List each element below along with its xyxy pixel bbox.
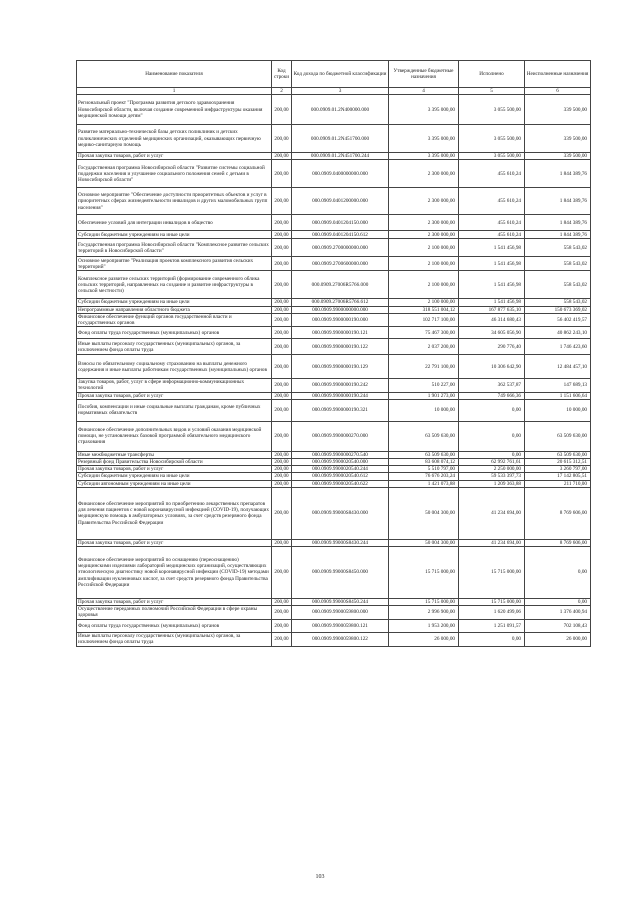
row-line-code: 200,00 [272, 392, 292, 399]
row-executed: 362 537,87 [459, 379, 525, 392]
row-unexecuted: 558 543,02 [525, 257, 591, 271]
row-name: Взносы по обязательному социальному страхованию на выплаты денежного содержания и иные выплаты работникам государственных (муниципальных) органов [77, 355, 272, 379]
row-approved: 2 300 000,00 [389, 231, 459, 239]
row-unexecuted: 150 673 369,02 [525, 306, 591, 313]
row-executed: 34 605 056,90 [459, 327, 525, 339]
row-line-code: 200,00 [272, 327, 292, 339]
row-line-code: 200,00 [272, 95, 292, 125]
row-name: Финансовое обеспечение мероприятий по оснащению (переоснащению) медицинскими изделиями лабораторий медицинских организаций, осуществляющих этиологическую диагностику новой коронавирусной инфекции (COVID-19) методами амплификации нуклеиновых кислот, за счет средств резервного фонда Правительства Российской Федерации [77, 547, 272, 599]
row-income-code: 000.0909.9900020540.000 [292, 459, 389, 466]
row-line-code: 200,00 [272, 306, 292, 313]
row-line-code: 200,00 [272, 451, 292, 458]
row-approved: 83 608 074,12 [389, 459, 459, 466]
row-income-code: 000.0909.9900000190.000 [292, 313, 389, 326]
row-approved: 22 791 100,00 [389, 355, 459, 379]
row-unexecuted: 63 509 630,00 [525, 421, 591, 451]
row-approved: 3 395 000,00 [389, 125, 459, 153]
row-income-code: 000.0909.0401204150.000 [292, 215, 389, 231]
row-unexecuted: 1 844 389,76 [525, 160, 591, 188]
row-approved: 1 901 273,00 [389, 392, 459, 399]
row-income-code: 000.0909.99000S8430.000 [292, 487, 389, 539]
table-row [77, 306, 591, 313]
table-row [77, 231, 591, 239]
header-approved: Утвержденные бюджетные назначения [389, 61, 459, 88]
table-row [77, 327, 591, 339]
row-name: Региональный проект "Программа развития детского здравоохранения Новосибирской области, включая создание современной инфраструктуры оказания медицинской помощи детям" [77, 95, 272, 125]
row-executed: 167 877 635,10 [459, 306, 525, 313]
row-unexecuted: 1 844 389,76 [525, 188, 591, 215]
row-name: Субсидии автономным учреждениям на иные цели [77, 480, 272, 487]
row-name: Резервный фонд Правительства Новосибирской области [77, 459, 272, 466]
row-executed: 455 610,24 [459, 231, 525, 239]
row-income-code: 000.0909.9900000000.000 [292, 306, 389, 313]
row-line-code: 200,00 [272, 257, 292, 271]
row-name: Финансовое обеспечение мероприятий по приобретению лекарственных препаратов для лечения пациентов с новой коронавирусной инфекцией (COVID-19), получающих медицинскую помощь в амбулаторных условиях, за счет средств резервного фонда Правительства Российской Федерации [77, 487, 272, 539]
table-row [77, 399, 591, 421]
row-executed: 1 251 091,57 [459, 619, 525, 632]
table-row [77, 466, 591, 473]
column-number: 1 [77, 88, 272, 95]
row-unexecuted: 1 844 389,76 [525, 231, 591, 239]
row-line-code: 200,00 [272, 339, 292, 355]
row-income-code: 000.0909.27006R5766.000 [292, 271, 389, 299]
row-income-code: 000.0909.9900000270.000 [292, 421, 389, 451]
row-unexecuted: 702 108,43 [525, 619, 591, 632]
row-income-code: 000.0909.9900000270.540 [292, 451, 389, 458]
row-line-code: 200,00 [272, 487, 292, 539]
row-income-code: 000.0909.9900059800.000 [292, 606, 389, 619]
row-line-code: 200,00 [272, 125, 292, 153]
row-income-code: 000.0909.9900020540.244 [292, 466, 389, 473]
row-line-code: 200,00 [272, 153, 292, 160]
row-approved: 102 717 100,00 [389, 313, 459, 326]
header-indicator-name: Наименование показателя [77, 61, 272, 88]
table-row [77, 313, 591, 326]
row-approved: 15 715 000,00 [389, 599, 459, 606]
row-executed: 3 055 500,00 [459, 125, 525, 153]
row-income-code: 000.0909.01.2N400000.000 [292, 95, 389, 125]
table-row [77, 473, 591, 480]
row-unexecuted: 558 543,02 [525, 239, 591, 257]
row-line-code: 200,00 [272, 547, 292, 599]
row-income-code: 000.0909.99000S8450.000 [292, 547, 389, 599]
row-name: Основное мероприятие "Реализация проектов комплексного развития сельских территорий" [77, 257, 272, 271]
row-line-code: 200,00 [272, 632, 292, 646]
row-name: Субсидии бюджетным учреждениям на иные цели [77, 231, 272, 239]
row-income-code: 000.0909.9900000190.121 [292, 327, 389, 339]
row-line-code: 200,00 [272, 215, 292, 231]
row-unexecuted: 558 543,02 [525, 299, 591, 306]
row-executed: 41 234 694,00 [459, 539, 525, 546]
row-unexecuted: 40 862 243,10 [525, 327, 591, 339]
row-unexecuted: 3 260 797,00 [525, 466, 591, 473]
header-line-code: Код строки [272, 61, 292, 88]
row-income-code: 000.0909.9900000190.242 [292, 379, 389, 392]
row-unexecuted: 339 500,00 [525, 95, 591, 125]
row-name: Закупка товаров, работ, услуг в сфере информационно-коммуникационных технологий [77, 379, 272, 392]
row-approved: 15 715 000,00 [389, 547, 459, 599]
row-unexecuted: 8 769 606,00 [525, 487, 591, 539]
table-row [77, 125, 591, 153]
row-unexecuted: 339 500,00 [525, 153, 591, 160]
report-sheet [76, 60, 590, 647]
row-unexecuted: 147 689,13 [525, 379, 591, 392]
row-approved: 3 395 000,00 [389, 95, 459, 125]
table-row [77, 459, 591, 466]
row-executed: 62 992 761,61 [459, 459, 525, 466]
row-income-code: 000.0909.9900000190.129 [292, 355, 389, 379]
row-executed: 290 776,40 [459, 339, 525, 355]
row-name: Финансовое обеспечение функций органов государственной власти и государственных органов [77, 313, 272, 326]
row-income-code: 000.0909.9900059800.122 [292, 632, 389, 646]
row-income-code: 000.0909.0400000000.000 [292, 160, 389, 188]
table-row [77, 339, 591, 355]
row-unexecuted: 8 769 606,00 [525, 539, 591, 546]
row-unexecuted: 1 746 423,60 [525, 339, 591, 355]
row-name: Развитие материально-технической базы детских поликлиник и детских поликлинических отделений медицинских организаций, оказывающих первичную медико-санитарную помощь [77, 125, 272, 153]
row-name: Прочая закупка товаров, работ и услуг [77, 466, 272, 473]
row-name: Непрограммные направления областного бюджета [77, 306, 272, 313]
row-line-code: 200,00 [272, 480, 292, 487]
row-executed: 1 541 456,98 [459, 257, 525, 271]
row-executed: 41 234 694,00 [459, 487, 525, 539]
header-executed: Исполнено [459, 61, 525, 88]
row-line-code: 200,00 [272, 299, 292, 306]
column-number-row [77, 88, 591, 95]
row-approved: 63 509 630,00 [389, 451, 459, 458]
row-approved: 50 004 300,00 [389, 487, 459, 539]
row-approved: 2 300 000,00 [389, 188, 459, 215]
row-approved: 318 551 004,12 [389, 306, 459, 313]
row-line-code: 200,00 [272, 160, 292, 188]
row-income-code: 000.0909.0401200000.000 [292, 188, 389, 215]
row-executed: 0,00 [459, 632, 525, 646]
row-approved: 2 996 900,00 [389, 606, 459, 619]
row-executed: 15 715 000,00 [459, 547, 525, 599]
row-executed: 1 541 456,98 [459, 271, 525, 299]
row-income-code: 000.0909.2700600000.000 [292, 257, 389, 271]
row-approved: 2 037 200,00 [389, 339, 459, 355]
row-name: Прочая закупка товаров, работ и услуг [77, 539, 272, 546]
row-executed: 1 541 456,98 [459, 239, 525, 257]
table-row [77, 392, 591, 399]
row-unexecuted: 17 142 805,51 [525, 473, 591, 480]
row-line-code: 200,00 [272, 606, 292, 619]
row-line-code: 200,00 [272, 188, 292, 215]
row-executed: 3 055 500,00 [459, 153, 525, 160]
row-name: Комплексное развитие сельских территорий (формирование современного облика сельских территорий, направленных на создание и развитие инфраструктуры в сельской местности) [77, 271, 272, 299]
row-income-code: 000.0909.0401204150.612 [292, 231, 389, 239]
row-unexecuted: 63 509 630,00 [525, 451, 591, 458]
header-income-code: Код дохода по бюджетной классификации [292, 61, 389, 88]
row-name: Иные выплаты персоналу государственных (муниципальных) органов, за исключением фонда оплаты труда [77, 632, 272, 646]
row-executed: 0,00 [459, 399, 525, 421]
header-row [77, 61, 591, 88]
table-row [77, 153, 591, 160]
row-executed: 1 209 363,88 [459, 480, 525, 487]
table-row [77, 619, 591, 632]
row-name: Фонд оплаты труда государственных (муниципальных) органов [77, 619, 272, 632]
table-row [77, 299, 591, 306]
row-unexecuted: 1 376 400,94 [525, 606, 591, 619]
table-row [77, 539, 591, 546]
row-name: Государственная программа Новосибирской области "Развитие системы социальной поддержки населения и улучшение социального положения семей с детьми в Новосибирской области" [77, 160, 272, 188]
column-number: 3 [292, 88, 389, 95]
row-income-code: 000.0909.9900059800.121 [292, 619, 389, 632]
row-income-code: 000.0909.99000S8430.244 [292, 539, 389, 546]
row-executed: 749 666,36 [459, 392, 525, 399]
row-income-code: 000.0909.27006R5766.612 [292, 299, 389, 306]
column-number: 6 [525, 88, 591, 95]
row-executed: 1 620 499,06 [459, 606, 525, 619]
row-unexecuted: 211 710,00 [525, 480, 591, 487]
row-line-code: 200,00 [272, 399, 292, 421]
table-row [77, 599, 591, 606]
row-approved: 2 300 000,00 [389, 160, 459, 188]
row-unexecuted: 26 000,00 [525, 632, 591, 646]
row-line-code: 200,00 [272, 271, 292, 299]
row-approved: 3 395 000,00 [389, 153, 459, 160]
row-income-code: 000.0909.01.2N451700.244 [292, 153, 389, 160]
row-line-code: 200,00 [272, 466, 292, 473]
row-name: Иные межбюджетные трансферты [77, 451, 272, 458]
row-income-code: 000.0909.99000S8450.244 [292, 599, 389, 606]
row-unexecuted: 20 615 312,51 [525, 459, 591, 466]
row-line-code: 200,00 [272, 599, 292, 606]
table-row [77, 160, 591, 188]
row-income-code: 000.0909.9900000190.122 [292, 339, 389, 355]
column-number: 2 [272, 88, 292, 95]
row-name: Прочая закупка товаров, работ и услуг [77, 153, 272, 160]
row-executed: 15 715 000,00 [459, 599, 525, 606]
row-line-code: 200,00 [272, 313, 292, 326]
row-unexecuted: 558 543,02 [525, 271, 591, 299]
row-income-code: 000.0909.01.2N451700.000 [292, 125, 389, 153]
row-executed: 455 610,24 [459, 160, 525, 188]
row-line-code: 200,00 [272, 619, 292, 632]
row-income-code: 000.0909.9900020540.612 [292, 473, 389, 480]
budget-execution-table [76, 60, 591, 647]
row-executed: 2 250 000,00 [459, 466, 525, 473]
table-row [77, 480, 591, 487]
row-executed: 1 541 456,98 [459, 299, 525, 306]
header-unexecuted: Неисполненные назначения [525, 61, 591, 88]
row-executed: 455 610,24 [459, 215, 525, 231]
row-unexecuted: 1 844 389,76 [525, 215, 591, 231]
row-approved: 75 467 300,00 [389, 327, 459, 339]
row-line-code: 200,00 [272, 379, 292, 392]
row-approved: 2 100 000,00 [389, 239, 459, 257]
row-name: Прочая закупка товаров, работ и услуг [77, 599, 272, 606]
row-unexecuted: 0,00 [525, 547, 591, 599]
table-row [77, 606, 591, 619]
row-line-code: 200,00 [272, 239, 292, 257]
row-name: Осуществление переданных полномочий Российской Федерации в сфере охраны здоровья [77, 606, 272, 619]
row-name: Государственная программа Новосибирской области "Комплексное развитие сельских территорий в Новосибирской области" [77, 239, 272, 257]
row-approved: 2 100 000,00 [389, 299, 459, 306]
page-number: 103 [315, 874, 325, 880]
row-executed: 0,00 [459, 451, 525, 458]
row-line-code: 200,00 [272, 355, 292, 379]
column-number: 5 [459, 88, 525, 95]
row-approved: 2 100 000,00 [389, 271, 459, 299]
row-approved: 5 510 797,00 [389, 466, 459, 473]
table-row [77, 547, 591, 599]
row-name: Финансовое обеспечение дополнительных видов и условий оказания медицинской помощи, не установленных базовой программой обязательного медицинского страхования [77, 421, 272, 451]
row-name: Субсидии бюджетным учреждениям на иные цели [77, 299, 272, 306]
row-executed: 59 533 397,73 [459, 473, 525, 480]
row-unexecuted: 339 500,00 [525, 125, 591, 153]
table-row [77, 215, 591, 231]
row-line-code: 200,00 [272, 421, 292, 451]
row-unexecuted: 12 484 457,10 [525, 355, 591, 379]
column-number: 4 [389, 88, 459, 95]
row-unexecuted: 0,00 [525, 599, 591, 606]
row-line-code: 200,00 [272, 539, 292, 546]
row-approved: 2 100 000,00 [389, 257, 459, 271]
row-income-code: 000.0909.9900020540.622 [292, 480, 389, 487]
row-name: Обеспечение условий для интеграции инвалидов в общество [77, 215, 272, 231]
row-name: Основное мероприятие "Обеспечение доступности приоритетных объектов и услуг в приоритетных сферах жизнедеятельности инвалидов и других маломобильных групп населения" [77, 188, 272, 215]
row-approved: 63 509 630,00 [389, 421, 459, 451]
row-income-code: 000.0909.2700000000.000 [292, 239, 389, 257]
table-row [77, 188, 591, 215]
table-row [77, 271, 591, 299]
table-row [77, 95, 591, 125]
row-approved: 2 300 000,00 [389, 215, 459, 231]
row-approved: 1 953 200,00 [389, 619, 459, 632]
row-name: Субсидии бюджетным учреждениям на иные цели [77, 473, 272, 480]
table-row [77, 421, 591, 451]
row-unexecuted: 1 151 606,64 [525, 392, 591, 399]
row-approved: 26 000,00 [389, 632, 459, 646]
row-income-code: 000.0909.9900000190.244 [292, 392, 389, 399]
row-approved: 10 000,00 [389, 399, 459, 421]
table-row [77, 451, 591, 458]
row-income-code: 000.0909.9900000190.321 [292, 399, 389, 421]
table-body [77, 95, 591, 646]
row-approved: 510 227,00 [389, 379, 459, 392]
table-row [77, 487, 591, 539]
row-approved: 76 676 203,24 [389, 473, 459, 480]
row-approved: 50 004 300,00 [389, 539, 459, 546]
row-name: Иные выплаты персоналу государственных (муниципальных) органов, за исключением фонда оплаты труда [77, 339, 272, 355]
row-executed: 10 306 642,90 [459, 355, 525, 379]
row-executed: 455 610,24 [459, 188, 525, 215]
row-executed: 0,00 [459, 421, 525, 451]
row-approved: 1 421 073,88 [389, 480, 459, 487]
table-row [77, 379, 591, 392]
row-line-code: 200,00 [272, 231, 292, 239]
row-name: Прочая закупка товаров, работ и услуг [77, 392, 272, 399]
table-row [77, 257, 591, 271]
row-unexecuted: 10 000,00 [525, 399, 591, 421]
table-row [77, 239, 591, 257]
row-name: Пособия, компенсации и иные социальные выплаты гражданам, кроме публичных нормативных обязательств [77, 399, 272, 421]
row-name: Фонд оплаты труда государственных (муниципальных) органов [77, 327, 272, 339]
row-executed: 46 314 680,43 [459, 313, 525, 326]
table-row [77, 355, 591, 379]
table-row [77, 632, 591, 646]
row-line-code: 200,00 [272, 473, 292, 480]
row-unexecuted: 56 402 419,57 [525, 313, 591, 326]
row-executed: 3 055 500,00 [459, 95, 525, 125]
row-line-code: 200,00 [272, 459, 292, 466]
